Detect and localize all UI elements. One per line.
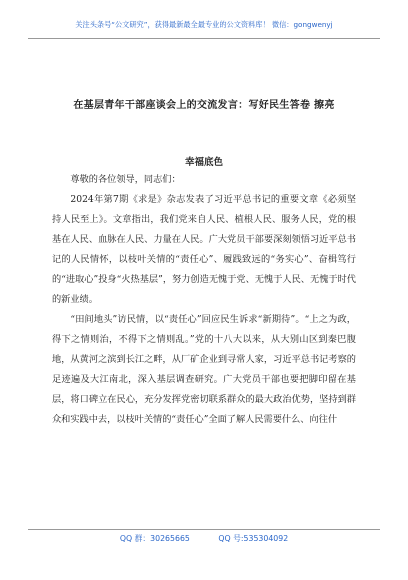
paragraph: “田间地头”访民情，以“责任心”回应民生诉求“新期待”。“上之为政，得下之情则治，不得下之情则乱。”党的十八大以来，从大别山区到秦巴腹地，从黄河之滨到长江之畔，从厂矿企业到寻常人家，习近平总书记考察的足迹遍及大江南北，深入基层调查研究。广大党员干部也要把脚印留在基层，将口碑立在民心，充分发挥党密切联系群众的最大政治优势，坚持到群众和实践中去，以枝叶关情的“责任心”全面了解人民需要什么、向往什 (52, 314, 356, 425)
salutation: 尊敬的各位领导，同志们： (70, 174, 181, 185)
paragraph: 2024年第7期《求是》杂志发表了习近平总书记的重要文章《必须坚持人民至上》。文章指出，我们党来自人民、植根人民、服务人民，党的根基在人民、血脉在人民、力量在人民。广大党员干部要深刻领悟习近平总书记的人民情怀，以枝叶关情的“责任心”、履践致远的“务实心”、奋楫笃行的“进取心”投身“火热基层”，努力创造无愧于党、无愧于人民、无愧于时代的新业绩。 (52, 194, 356, 305)
footer-qq-group: QQ 群：30265665 (119, 534, 190, 543)
header-promo-text: 关注头条号“公文研究”，获得最新最全最专业的公文资料库！ 微信：gongwenyj (75, 20, 333, 29)
footer-divider (28, 529, 380, 531)
page-header (28, 12, 380, 39)
document-title-continuation: 幸福底色 (184, 157, 223, 168)
footer-qq-number: QQ 号:535304092 (218, 534, 289, 543)
document-title: 在基层青年干部座谈会上的交流发言：写好民生答卷 擦亮 (73, 100, 335, 111)
document-body (52, 170, 356, 430)
page-footer (0, 533, 408, 544)
